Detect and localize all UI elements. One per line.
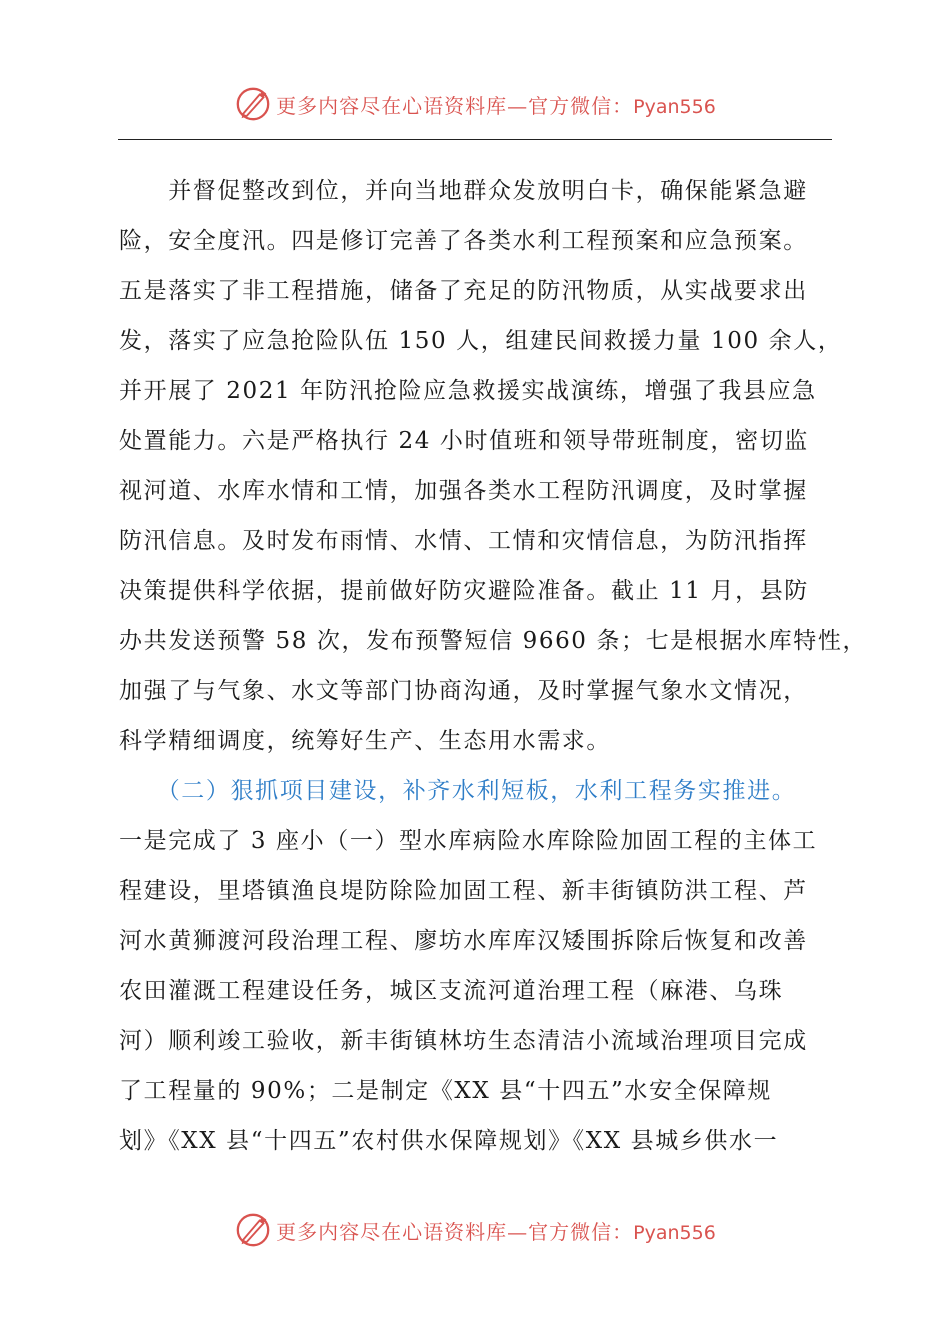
pen-logo-icon [234,1211,272,1249]
text-line: 并督促整改到位，并向当地群众发放明白卡，确保能紧急避 [119,178,808,204]
text-line: 决策提供科学依据，提前做好防灾避险准备。截止 11 月，县防 [119,578,809,604]
text-line: 处置能力。六是严格执行 24 小时值班和领导带班制度，密切监 [119,428,809,454]
text-line: 防汛信息。及时发布雨情、水情、工情和灾情信息，为防汛指挥 [119,528,808,554]
text-line: 视河道、水库水情和工情，加强各类水工程防汛调度，及时掌握 [119,478,808,504]
section-heading: （二）狠抓项目建设，补齐水利短板，水利工程务实推进。 [119,778,797,804]
text-line: 五是落实了非工程措施，储备了充足的防汛物质，从实战要求出 [119,278,808,304]
header-rule [118,139,832,140]
text-line: 农田灌溉工程建设任务，城区支流河道治理工程（麻港、乌珠 [119,978,784,1004]
text-line: 并开展了 2021 年防汛抢险应急救援实战演练，增强了我县应急 [119,378,817,404]
watermark-text: 更多内容尽在心语资料库—官方微信：Pyan556 [276,93,716,118]
text-line: 办共发送预警 58 次，发布预警短信 9660 条；七是根据水库特性， [119,628,868,654]
text-line: 科学精细调度，统筹好生产、生态用水需求。 [119,728,611,754]
text-line: 险，安全度汛。四是修订完善了各类水利工程预案和应急预案。 [119,228,808,254]
watermark-wechat-id: Pyan556 [633,1221,716,1244]
text-line: 了工程量的 90%；二是制定《XX 县“十四五”水安全保障规 [119,1078,773,1104]
text-line: 程建设，里塔镇渔良堤防除险加固工程、新丰街镇防洪工程、芦 [119,878,808,904]
text-line: 河）顺利竣工验收，新丰街镇林坊生态清洁小流域治理项目完成 [119,1028,808,1054]
text-line: 一是完成了 3 座小（一）型水库病险水库除险加固工程的主体工 [119,828,818,854]
pen-logo-icon [234,85,272,123]
text-line: 河水黄狮渡河段治理工程、廖坊水库库汉矮围拆除后恢复和改善 [119,928,808,954]
text-line: 划》《XX 县“十四五”农村供水保障规划》《XX 县城乡供水一 [119,1128,779,1154]
text-line: 发，落实了应急抢险队伍 150 人，组建民间救援力量 100 余人， [119,328,843,354]
header-watermark [0,82,950,126]
text-line: 加强了与气象、水文等部门协商沟通，及时掌握气象水文情况， [119,678,808,704]
watermark-wechat-id: Pyan556 [633,95,716,118]
footer-watermark [0,1208,950,1252]
document-body [119,166,868,1166]
watermark-text: 更多内容尽在心语资料库—官方微信：Pyan556 [276,1219,716,1244]
